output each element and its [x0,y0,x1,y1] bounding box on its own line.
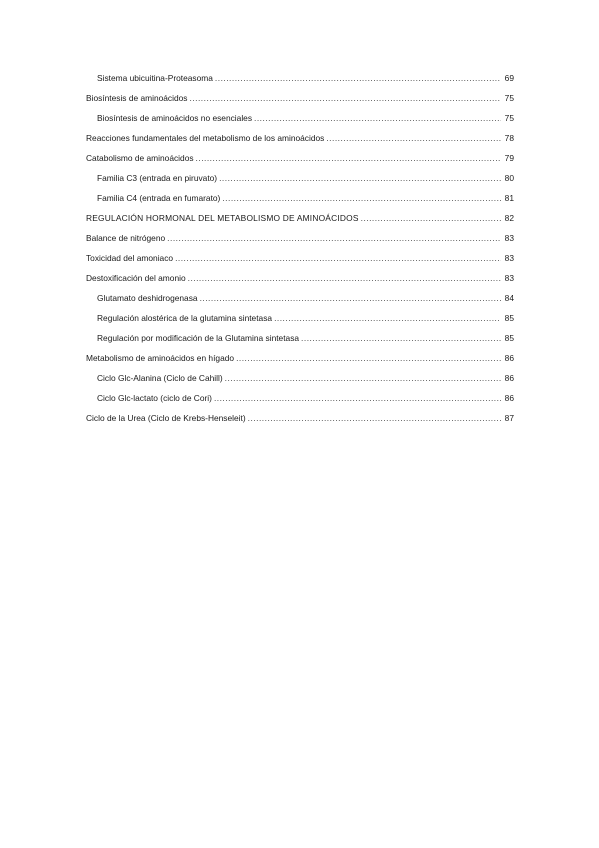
toc-entry-title: Sistema ubicuitina-Proteasoma [97,73,213,83]
toc-leader-dots [175,250,501,266]
toc-leader-dots [200,290,501,306]
toc-entry-regulacion-hormonal[interactable] [86,210,514,230]
toc-entry-title: REGULACIÓN HORMONAL DEL METABOLISMO DE AMINOÁCIDOS [86,213,359,223]
toc-leader-dots [301,330,501,346]
toc-entry-page: 78 [504,133,514,143]
toc-entry-title: Regulación por modificación de la Glutamina sintetasa [97,333,300,343]
toc-leader-dots [361,210,501,226]
toc-entry-regulacion-alosterica[interactable] [86,310,514,330]
table-of-contents [86,70,514,430]
toc-entry-toxicidad-amoniaco[interactable] [86,250,514,270]
toc-entry-page: 83 [504,233,514,243]
toc-entry-title: Regulación alostérica de la glutamina sintetasa [97,313,273,323]
toc-entry-title: Familia C4 (entrada en fumarato) [97,193,221,203]
toc-entry-biosintesis-no-esenciales[interactable] [86,110,514,130]
toc-entry-title: Glutamato deshidrogenasa [97,293,198,303]
toc-entry-page: 75 [504,93,514,103]
toc-entry-title: Balance de nitrógeno [86,233,166,243]
toc-entry-title: Familia C3 (entrada en piruvato) [97,173,218,183]
toc-entry-title: Catabolismo de aminoácidos [86,153,194,163]
toc-entry-title: Ciclo Glc-lactato (ciclo de Cori) [97,393,212,403]
toc-entry-destoxificacion-amonio[interactable] [86,270,514,290]
toc-entry-familia-c4[interactable] [86,190,514,210]
toc-entry-page: 83 [504,273,514,283]
toc-entry-regulacion-modificacion[interactable] [86,330,514,350]
toc-entry-page: 84 [504,293,514,303]
toc-entry-biosintesis[interactable] [86,90,514,110]
toc-leader-dots [196,150,501,166]
toc-entry-page: 83 [504,253,514,263]
toc-entry-title: Toxicidad del amoniaco [86,253,174,263]
toc-leader-dots [225,370,501,386]
toc-entry-page: 75 [504,113,514,123]
toc-entry-reacciones-fundamentales[interactable] [86,130,514,150]
toc-entry-page: 82 [504,213,514,223]
toc-leader-dots [254,110,501,126]
toc-entry-page: 81 [504,193,514,203]
toc-entry-sistema-ubicuitina-proteasoma[interactable] [86,70,514,90]
toc-entry-metabolismo-higado[interactable] [86,350,514,370]
toc-entry-ciclo-glc-alanina[interactable] [86,370,514,390]
toc-entry-page: 79 [504,153,514,163]
toc-entry-ciclo-urea[interactable] [86,410,514,430]
toc-entry-page: 85 [504,333,514,343]
toc-entry-page: 87 [504,413,514,423]
toc-leader-dots [222,190,501,206]
toc-entry-catabolismo[interactable] [86,150,514,170]
toc-entry-page: 86 [504,353,514,363]
toc-leader-dots [236,350,501,366]
toc-leader-dots [215,70,501,86]
toc-entry-title: Biosíntesis de aminoácidos [86,93,188,103]
toc-entry-balance-nitrogeno[interactable] [86,230,514,250]
toc-leader-dots [188,270,501,286]
toc-entry-page: 80 [504,173,514,183]
toc-entry-familia-c3[interactable] [86,170,514,190]
toc-leader-dots [167,230,501,246]
toc-entry-title: Ciclo de la Urea (Ciclo de Krebs-Henseleit) [86,413,246,423]
toc-entry-ciclo-glc-lactato[interactable] [86,390,514,410]
toc-entry-title: Ciclo Glc-Alanina (Ciclo de Cahill) [97,373,223,383]
toc-entry-title: Metabolismo de aminoácidos en hígado [86,353,235,363]
toc-entry-page: 86 [504,393,514,403]
toc-entry-title: Reacciones fundamentales del metabolismo de los aminoácidos [86,133,325,143]
toc-leader-dots [274,310,501,326]
toc-leader-dots [248,410,501,426]
toc-entry-glutamato-deshidrogenasa[interactable] [86,290,514,310]
toc-leader-dots [219,170,501,186]
toc-entry-page: 86 [504,373,514,383]
toc-leader-dots [214,390,501,406]
toc-entry-page: 69 [504,73,514,83]
toc-entry-title: Destoxificación del amonio [86,273,186,283]
toc-leader-dots [326,130,501,146]
toc-entry-title: Biosíntesis de aminoácidos no esenciales [97,113,253,123]
toc-leader-dots [190,90,502,106]
toc-entry-page: 85 [504,313,514,323]
